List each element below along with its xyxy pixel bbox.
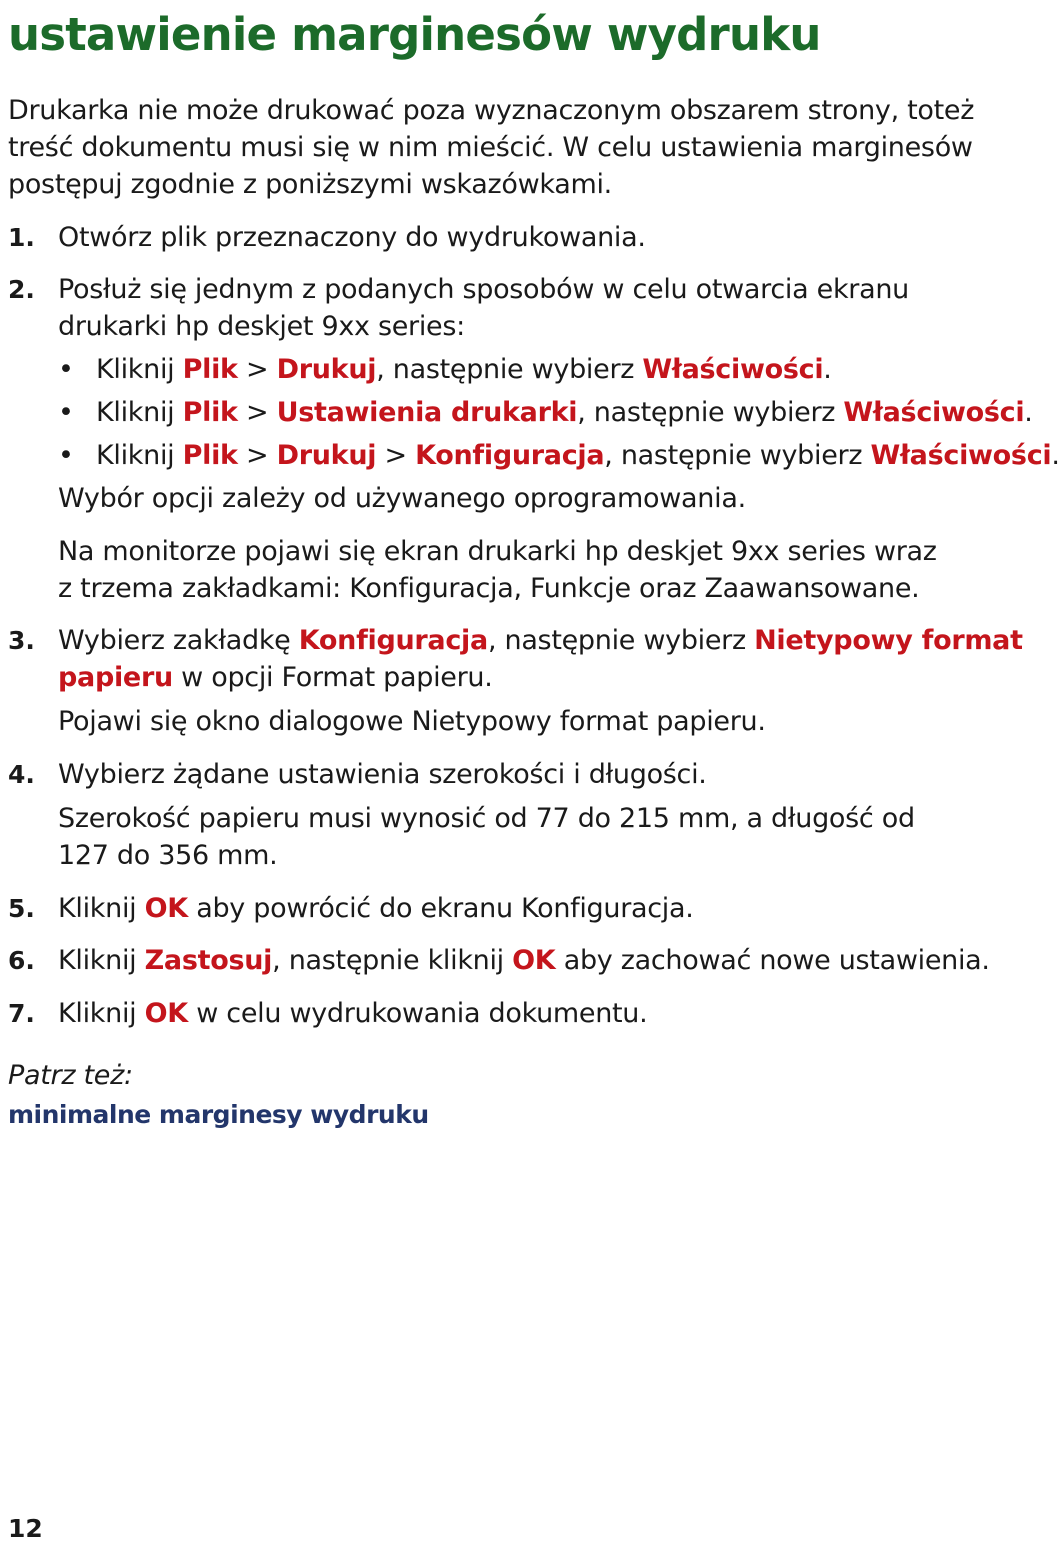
bullet-icon: • bbox=[58, 397, 74, 428]
bullet-item-1: Kliknij Plik > Drukuj, następnie wybierz Właściwości. bbox=[96, 354, 832, 385]
step-3-line-1: Wybierz zakładkę Konfiguracja, następnie wybierz Nietypowy format bbox=[58, 625, 1023, 656]
menu-ref-plik: Plik bbox=[182, 354, 238, 385]
step-number-1: 1. bbox=[8, 223, 35, 252]
menu-ref-papieru: papieru bbox=[58, 662, 173, 693]
menu-ref-plik: Plik bbox=[182, 440, 238, 471]
intro-line-1: Drukarka nie może drukować poza wyznaczonym obszarem strony, toteż bbox=[8, 95, 975, 126]
step-number-7: 7. bbox=[8, 999, 35, 1028]
bullet-item-2: Kliknij Plik > Ustawienia drukarki, następnie wybierz Właściwości. bbox=[96, 397, 1033, 428]
step-4-text: Wybierz żądane ustawienia szerokości i długości. bbox=[58, 759, 707, 790]
step-2-line-1: Posłuż się jednym z podanych sposobów w celu otwarcia ekranu bbox=[58, 274, 909, 305]
bullet-item-3: Kliknij Plik > Drukuj > Konfiguracja, następnie wybierz Właściwości. bbox=[96, 440, 1060, 471]
step-number-3: 3. bbox=[8, 626, 35, 655]
menu-ref-ustawienia-drukarki: Ustawienia drukarki bbox=[276, 397, 578, 428]
button-ref-ok: OK bbox=[144, 893, 188, 924]
see-also-link[interactable]: minimalne marginesy wydruku bbox=[8, 1100, 429, 1129]
step-2-line-2: drukarki hp deskjet 9xx series: bbox=[58, 311, 465, 342]
step-5-text: Kliknij OK aby powrócić do ekranu Konfiguracja. bbox=[58, 893, 694, 924]
step-2-note2-line-1: Na monitorze pojawi się ekran drukarki hp deskjet 9xx series wraz bbox=[58, 536, 937, 567]
step-number-4: 4. bbox=[8, 760, 35, 789]
page-number: 12 bbox=[8, 1514, 43, 1543]
step-3-note: Pojawi się okno dialogowe Nietypowy format papieru. bbox=[58, 706, 766, 737]
menu-ref-drukuj: Drukuj bbox=[276, 440, 377, 471]
bullet-icon: • bbox=[58, 440, 74, 471]
button-ref-zastosuj: Zastosuj bbox=[144, 945, 273, 976]
step-7-text: Kliknij OK w celu wydrukowania dokumentu. bbox=[58, 998, 648, 1029]
step-number-2: 2. bbox=[8, 275, 35, 304]
menu-ref-wlasciwosci: Właściwości bbox=[642, 354, 824, 385]
step-2-note2-line-2: z trzema zakładkami: Konfiguracja, Funkcje oraz Zaawansowane. bbox=[58, 573, 920, 604]
button-ref-ok: OK bbox=[144, 998, 188, 1029]
page-title: ustawienie marginesów wydruku bbox=[8, 8, 821, 61]
menu-ref-wlasciwosci: Właściwości bbox=[870, 440, 1052, 471]
step-number-5: 5. bbox=[8, 894, 35, 923]
step-6-text: Kliknij Zastosuj, następnie kliknij OK aby zachować nowe ustawienia. bbox=[58, 945, 990, 976]
menu-ref-konfiguracja: Konfiguracja bbox=[298, 625, 488, 656]
intro-line-2: treść dokumentu musi się w nim mieścić. W celu ustawienia marginesów bbox=[8, 132, 973, 163]
see-also-label: Patrz też: bbox=[8, 1060, 133, 1091]
bullet-icon: • bbox=[58, 354, 74, 385]
menu-ref-konfiguracja: Konfiguracja bbox=[415, 440, 605, 471]
menu-ref-drukuj: Drukuj bbox=[276, 354, 377, 385]
step-4-note-line-2: 127 do 356 mm. bbox=[58, 840, 278, 871]
button-ref-ok: OK bbox=[512, 945, 556, 976]
intro-line-3: postępuj zgodnie z poniższymi wskazówkami. bbox=[8, 169, 612, 200]
menu-ref-nietypowy-format: Nietypowy format bbox=[754, 625, 1023, 656]
step-3-line-2: papieru w opcji Format papieru. bbox=[58, 662, 493, 693]
menu-ref-wlasciwosci: Właściwości bbox=[843, 397, 1025, 428]
step-4-note-line-1: Szerokość papieru musi wynosić od 77 do 215 mm, a długość od bbox=[58, 803, 915, 834]
step-1-text: Otwórz plik przeznaczony do wydrukowania. bbox=[58, 222, 646, 253]
step-number-6: 6. bbox=[8, 946, 35, 975]
step-2-note: Wybór opcji zależy od używanego oprogramowania. bbox=[58, 483, 746, 514]
menu-ref-plik: Plik bbox=[182, 397, 238, 428]
